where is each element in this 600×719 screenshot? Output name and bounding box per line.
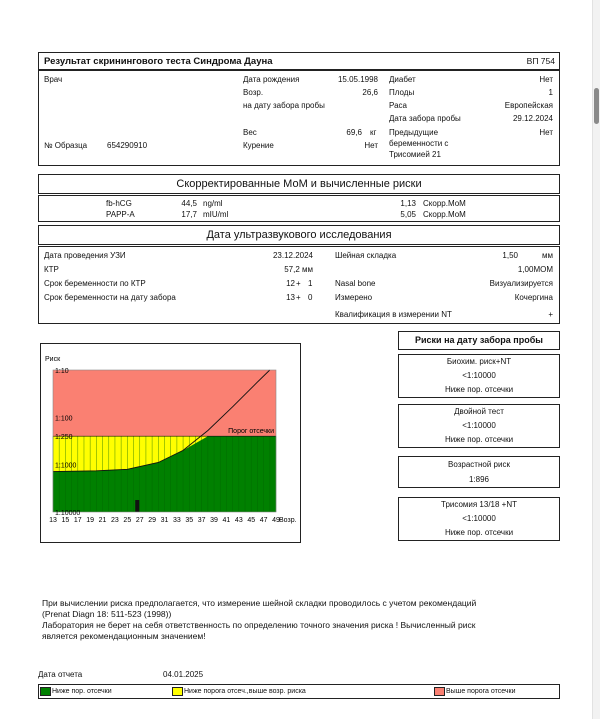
fbhcg-mom-label: Скорр.МоМ (423, 199, 466, 208)
nasal-bone-value: Визуализируется (489, 279, 553, 288)
y-tick-label: 1:250 (55, 434, 73, 442)
smoking-value: Нет (364, 141, 378, 150)
x-tick-label: 43 (234, 517, 243, 524)
risk-chart-box (40, 343, 301, 543)
prev-pregnancies-label-2: беременности с (389, 139, 449, 148)
risk-card-value: <1:10000 (462, 371, 496, 380)
x-tick-label: 17 (73, 517, 82, 524)
x-tick-label: 33 (172, 517, 181, 524)
prev-pregnancies-label: Предыдущие (389, 128, 439, 137)
ga-collection-weeks: 13 (286, 293, 295, 302)
x-tick-label: 13 (49, 517, 57, 524)
ga-ktr-days: 1 (308, 279, 313, 288)
fetuses-label: Плоды (389, 88, 415, 97)
smoking-label: Курение (243, 141, 274, 150)
nt-qualification-label: Квалификация в измерении NT (335, 310, 452, 319)
risk-card-name: Трисомия 13/18 +NT (441, 500, 517, 509)
x-tick-label: 15 (61, 517, 70, 524)
legend-below-label: Ниже пор. отсечки (52, 688, 112, 695)
x-tick-label: 39 (210, 517, 218, 524)
risks-title: Риски на дату забора пробы (415, 335, 543, 345)
x-tick-label: 49 (272, 517, 280, 524)
race-value: Европейская (504, 101, 553, 110)
x-tick-label: 45 (247, 517, 256, 524)
sample-value: 654290910 (107, 141, 148, 150)
note-line-3: Лаборатория не берет на себя ответственность по определению точного значения риска ! Вычисленный риск (42, 620, 476, 630)
pappa-name: PAPP-A (106, 210, 135, 219)
note-line-4: является рекомендационным значением! (42, 631, 206, 641)
measured-by-value: Кочергина (514, 293, 553, 302)
risk-card-value: <1:10000 (462, 421, 496, 430)
us-section-title: Дата ультразвукового исследования (206, 229, 392, 241)
measured-by-label: Измерено (335, 293, 373, 302)
patient-risk-marker (135, 500, 139, 512)
x-axis-label: Возр. (279, 517, 297, 524)
report-code: ВП 754 (526, 56, 555, 66)
risk-card-trisomy-13-18 (398, 497, 560, 541)
risk-card-name: Двойной тест (454, 407, 504, 416)
note-line-1: При вычислении риска предполагается, что измерение шейной складки проводилось с учетом рекомендаций (42, 598, 477, 608)
risk-card-biochem-nt (398, 354, 560, 398)
nt-unit: мм (542, 251, 553, 260)
nt-label: Шейная складка (335, 251, 397, 260)
us-date-value: 23.12.2024 (272, 251, 313, 260)
legend-above-label: Выше порога отсечки (446, 688, 516, 695)
x-tick-label: 25 (123, 517, 132, 524)
x-tick-label: 29 (148, 517, 157, 524)
ga-ktr-weeks: 12 (286, 279, 295, 288)
ga-collection-plus: + (296, 293, 301, 302)
ga-ktr-plus: + (296, 279, 301, 288)
legend-between-label: Ниже порога отсеч.,выше возр. риска (184, 688, 306, 695)
report-date-value: 04.01.2025 (163, 670, 204, 679)
x-tick-label: 37 (197, 517, 206, 524)
fbhcg-value: 44,5 (181, 199, 197, 208)
risk-card-name: Биохим. риск+NT (446, 357, 512, 366)
ga-collection-label: Срок беременности на дату забора (44, 293, 176, 302)
nt-qualification-value: + (548, 310, 553, 319)
ga-collection-days: 0 (308, 293, 313, 302)
patient-info-box (38, 70, 560, 166)
x-tick-label: 23 (111, 517, 119, 524)
ga-ktr-label: Срок беременности по КТР (44, 279, 146, 288)
pappa-mom-label: Скорр.МоМ (423, 210, 466, 219)
collection-date-value: 29.12.2024 (512, 114, 553, 123)
fbhcg-name: fb-hCG (106, 199, 132, 208)
ktr-value: 57,2 мм (284, 265, 313, 274)
y-tick-label: 1:1000 (55, 462, 77, 470)
ktr-label: КТР (44, 265, 59, 274)
diabetes-label: Диабет (389, 75, 416, 84)
prev-pregnancies-value: Нет (539, 128, 553, 137)
nt-value: 1,50 (502, 251, 518, 260)
risk-card-double-test (398, 404, 560, 448)
risk-chart (41, 344, 300, 542)
mom-section-title: Скорректированные МоМ и вычисленные риски (176, 178, 422, 190)
pappa-value: 17,7 (181, 210, 197, 219)
x-tick-label: 19 (86, 517, 95, 524)
diabetes-value: Нет (539, 75, 553, 84)
note-line-2: (Prenat Diagn 18: 511-523 (1998)) (42, 609, 172, 619)
pappa-mom: 5,05 (400, 210, 416, 219)
report-date-label: Дата отчета (38, 670, 83, 679)
y-tick-label: 1:10000 (55, 510, 81, 517)
legend-swatch-below (40, 687, 51, 696)
fbhcg-unit: ng/ml (203, 199, 223, 208)
x-tick-label: 41 (222, 517, 231, 524)
risk-card-age-risk (398, 456, 560, 488)
weight-unit: кг (370, 128, 377, 137)
us-date-label: Дата проведения УЗИ (44, 251, 126, 260)
risk-card-status: Ниже пор. отсечки (444, 528, 514, 537)
risk-card-value: 1:896 (468, 475, 490, 484)
age-label: Возр. (243, 88, 264, 97)
fbhcg-mom: 1,13 (400, 199, 416, 208)
legend-swatch-above (434, 687, 445, 696)
x-tick-label: 35 (185, 517, 194, 524)
above-cutoff-region (53, 370, 276, 436)
weight-value: 69,6 (346, 128, 362, 137)
dob-value: 15.05.1998 (337, 75, 378, 84)
race-label: Раса (389, 101, 407, 110)
age-value: 26,6 (362, 88, 378, 97)
nt-mom: 1,00МОМ (517, 265, 553, 274)
age-label-2: на дату забора пробы (243, 101, 325, 110)
scrollbar-thumb[interactable] (594, 88, 599, 124)
y-axis-label: Риск (45, 356, 61, 363)
dob-label: Дата рождения (243, 75, 300, 84)
x-tick-label: 27 (135, 517, 144, 524)
risk-card-status: Ниже пор. отсечки (444, 435, 514, 444)
collection-date-label: Дата забора пробы (389, 114, 461, 123)
y-tick-label: 1:10 (55, 368, 69, 375)
pappa-unit: mIU/ml (203, 210, 229, 219)
weight-label: Вес (243, 128, 257, 137)
nasal-bone-label: Nasal bone (335, 279, 376, 288)
x-tick-label: 47 (259, 517, 268, 524)
scrollbar[interactable] (592, 0, 600, 719)
y-tick-label: 1:100 (55, 415, 73, 423)
risk-card-status: Ниже пор. отсечки (444, 385, 514, 394)
x-tick-label: 21 (98, 517, 107, 524)
x-tick-label: 31 (160, 517, 169, 524)
cutoff-label: Порог отсечки (228, 428, 274, 436)
doctor-label: Врач (44, 75, 63, 84)
fetuses-value: 1 (548, 88, 553, 97)
risk-card-value: <1:10000 (462, 514, 496, 523)
legend-swatch-between (172, 687, 183, 696)
report-title: Результат скринингового теста Синдрома Дауна (44, 56, 273, 67)
risk-card-name: Возрастной риск (448, 460, 510, 469)
prev-pregnancies-label-3: Трисомией 21 (389, 150, 441, 159)
sample-label: № Образца (44, 141, 88, 150)
